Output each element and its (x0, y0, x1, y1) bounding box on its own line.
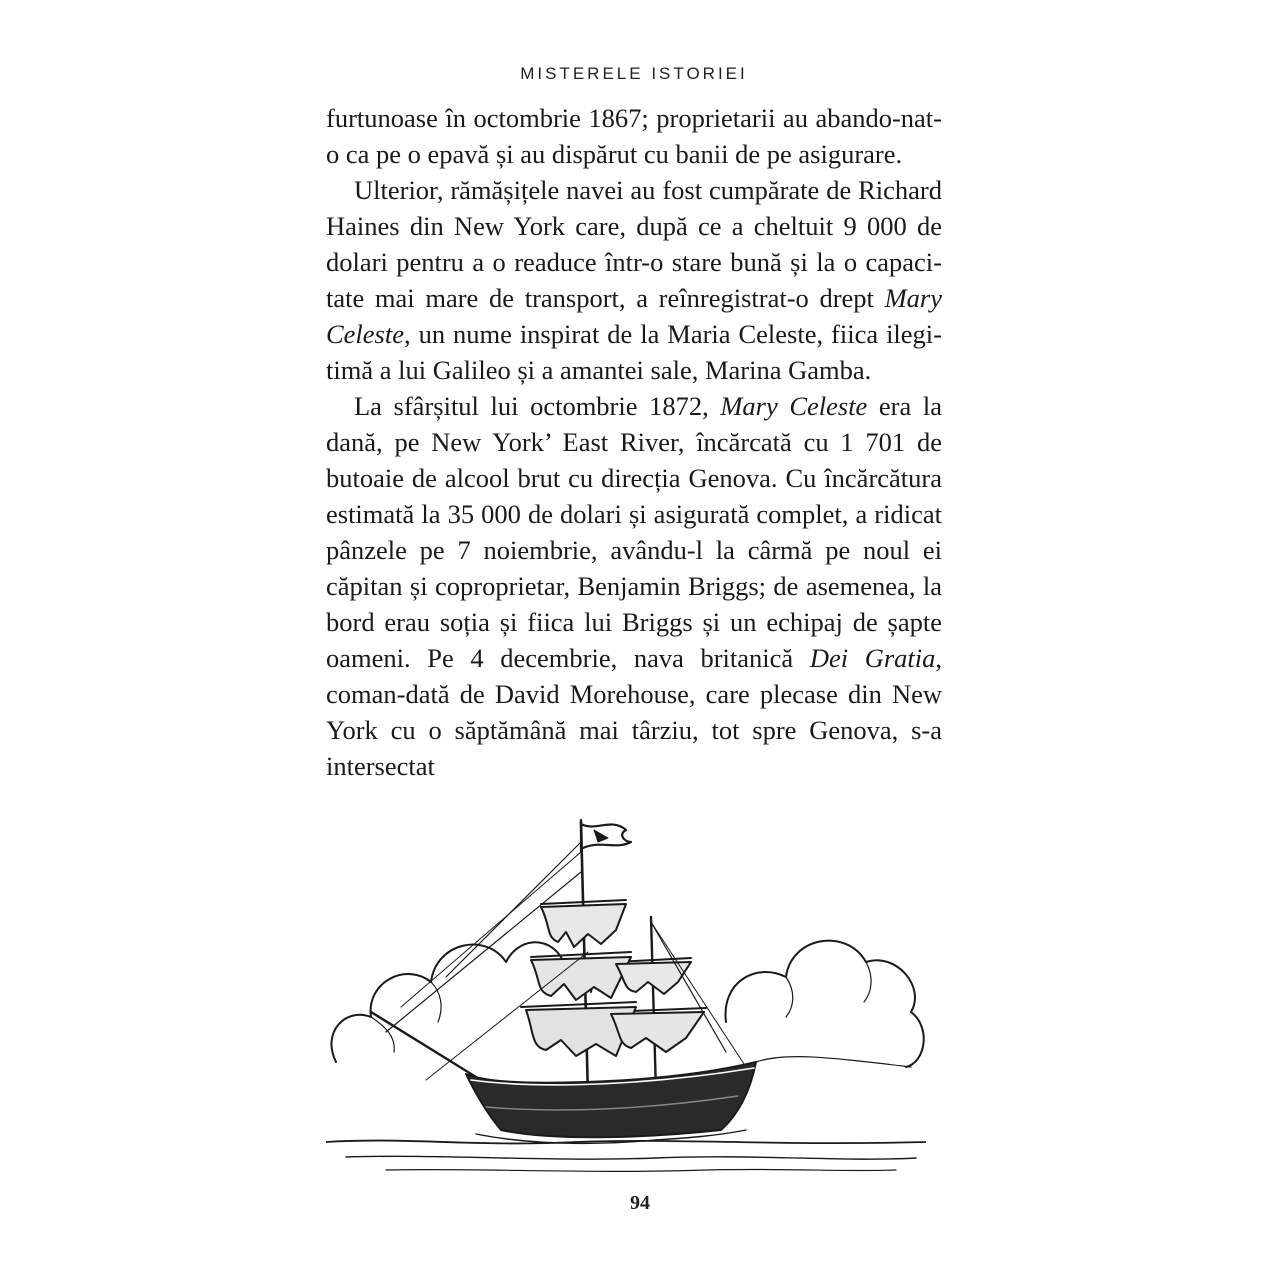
cloud-right-icon (726, 941, 924, 1067)
paragraph-3-text-b: era la dană, pe New York’ East River, încărcată cu 1 701 de butoaie de alcool brut cu direcția Genova. Cu încărcătura estimată la 35 000 de dolari și asigurată complet, a ridicat pânzele pe 7 noiembrie, avându-l la cârmă pe noul ei căpitan și coproprietar, Benjamin Briggs; de asemenea, la bord erau soția și fiica lui Briggs și un echipaj de șapte oameni. Pe 4 decembrie, nava britanică (326, 391, 942, 673)
ship-name-italic: Dei Gratia (809, 643, 936, 673)
ship-name-italic: Mary Celeste (720, 391, 868, 421)
sail-fore-lower (611, 1012, 704, 1052)
paragraph-2-text-b: , un nume inspirat de la Maria Celeste, fiica ilegi-timă a lui Galileo și a amantei sale, Marina Gamba. (326, 319, 942, 385)
body-text (326, 100, 942, 784)
ship-name-italic: Mary Celeste (326, 283, 942, 349)
flag-icon (581, 820, 631, 852)
running-header: MISTERELE ISTORIEI (520, 64, 748, 83)
paragraph-2 (326, 172, 942, 388)
paragraph-3-text-c: , coman-dată de David Morehouse, care plecase din New York cu o săptămână mai târziu, tot spre Genova, s-a intersectat (326, 643, 942, 781)
paragraph-1: furtunoase în octombrie 1867; proprietarii au abando-nat-o ca pe o epavă și au dispărut cu banii de pe asigurare. (326, 103, 942, 169)
paragraph-3 (326, 388, 942, 784)
ship-illustration (326, 812, 926, 1177)
fore-mast (651, 917, 656, 1092)
paragraph-3-text-a: La sfârșitul lui octombrie 1872, (354, 391, 721, 421)
paragraph-2-text-a: Ulterior, rămășițele navei au fost cumpărate de Richard Haines din New York care, după ce a cheltuit 9 000 de dolari pentru a o readuce într-o stare bună și la o capaci-tate mai mare de transport, a reînregistrat-o drept (326, 175, 942, 313)
page-number: 94 (630, 1192, 650, 1214)
bowsprit (371, 1012, 476, 1077)
